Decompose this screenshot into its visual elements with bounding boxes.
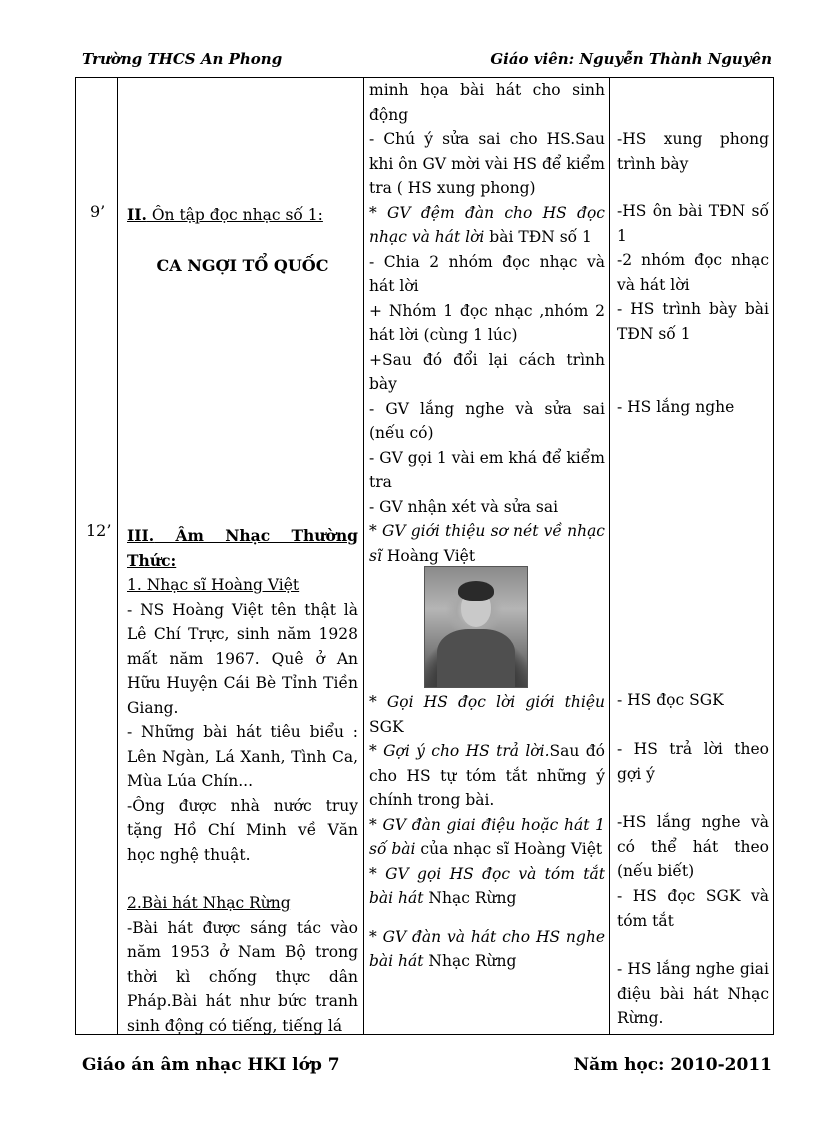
section-2-song-title: CA NGỢI TỔ QUỐC	[156, 256, 329, 275]
page-footer	[82, 1055, 772, 1079]
teacher-activity-italic: * Gọi HS đọc lời giới thiệu	[369, 693, 605, 711]
student-activity: -HS ôn bài TĐN số 1	[617, 202, 769, 245]
teacher-activity-italic: * Gợi ý cho HS trả lời.	[369, 742, 550, 760]
teacher-activity-italic: * GV đàn giai điệu hoặc hát 1 số bài	[369, 815, 605, 858]
teacher-activity	[369, 739, 605, 813]
teacher-activity-italic: * GV đệm đàn cho HS đọc nhạc và hát lời	[369, 203, 605, 246]
student-activity: - HS đọc SGK và tóm tắt	[617, 887, 769, 930]
teacher-activity: - Chia 2 nhóm đọc nhạc và hát lời	[369, 252, 605, 295]
teacher-activity: +Sau đó đổi lại cách trình bày	[369, 350, 605, 393]
subsection-2-title: 2.Bài hát Nhạc Rừng	[127, 894, 291, 912]
teacher-activity-block-2	[369, 690, 605, 974]
school-name: Trường THCS An Phong	[82, 50, 283, 68]
section-3-title: Âm Nhạc Thường Thức:	[127, 526, 358, 570]
column-divider	[363, 78, 364, 1034]
section-3-block	[127, 524, 358, 1038]
student-activity: - HS trả lời theo gợi ý	[617, 740, 769, 783]
teacher-activity-italic: * GV gọi HS đọc và tóm tắt bài hát	[369, 864, 605, 907]
teacher-activity	[369, 519, 605, 568]
student-activity: - HS đọc SGK	[617, 691, 724, 709]
student-activity: -HS xung phong trình bày	[617, 130, 769, 173]
student-activity: - HS trình bày bài TĐN số 1	[617, 300, 769, 343]
paragraph: -Bài hát được sáng tác vào năm 1953 ở Nam Bộ trong thời kì chống thực dân Pháp.Bài hát như bức tranh sinh động có tiếng, tiếng lá	[127, 918, 358, 1035]
footer-year: Năm học: 2010-2011	[573, 1055, 772, 1075]
teacher-activity-text: bài TĐN số 1	[484, 228, 592, 246]
teacher-activity: - GV nhận xét và sửa sai	[369, 497, 559, 516]
paragraph: - Những bài hát tiêu biểu : Lên Ngàn, Lá Xanh, Tình Ca, Mùa Lúa Chín...	[127, 723, 358, 790]
teacher-activity-text: Sau đó cho HS tự tóm tắt những ý chính trong bài.	[369, 742, 605, 809]
teacher-activity: - Chú ý sửa sai cho HS.Sau khi ôn GV mời vài HS để kiểm tra ( HS xung phong)	[369, 130, 605, 197]
teacher-activity	[369, 813, 605, 862]
portrait-body	[437, 629, 515, 687]
teacher-activity	[369, 862, 605, 911]
teacher-activity-text: Nhạc Rừng	[423, 952, 517, 970]
student-activity: - HS lắng nghe	[617, 398, 735, 416]
composer-portrait-photo	[424, 566, 528, 688]
section-2-heading	[127, 203, 358, 228]
portrait-hair	[458, 581, 494, 601]
subsection-1-title: 1. Nhạc sĩ Hoàng Việt	[127, 576, 300, 594]
teacher-activity	[369, 690, 605, 739]
student-activity: -2 nhóm đọc nhạc và hát lời	[617, 251, 769, 294]
student-activity: - HS lắng nghe giai điệu bài hát Nhạc Rừng.	[617, 960, 769, 1027]
spacer	[369, 911, 605, 925]
teacher-activity	[369, 201, 605, 250]
lesson-table	[75, 77, 774, 1035]
teacher-activity-text: Nhạc Rừng	[423, 889, 517, 907]
teacher-activity: minh họa bài hát cho sinh động	[369, 81, 605, 124]
footer-title: Giáo án âm nhạc HKI lớp 7	[82, 1055, 340, 1075]
teacher-activity-italic: * GV giới thiệu sơ nét về nhạc sĩ	[369, 522, 605, 565]
teacher-activity: + Nhóm 1 đọc nhạc ,nhóm 2 hát lời (cùng 1 lúc)	[369, 301, 605, 344]
section-2-number: II.	[127, 205, 147, 224]
page-header	[82, 50, 772, 72]
column-divider	[609, 78, 610, 1034]
student-activity: -HS lắng nghe và có thể hát theo (nếu biết)	[617, 813, 769, 880]
section-3-heading	[127, 524, 358, 573]
column-divider	[117, 78, 118, 1034]
teacher-activity-italic: * GV đàn và hát cho HS nghe bài hát	[369, 927, 605, 970]
teacher-activity-text: Hoàng Việt	[381, 546, 476, 565]
time-label: 12’	[86, 521, 112, 540]
spacer	[127, 867, 358, 891]
paragraph: -Ông được nhà nước truy tặng Hồ Chí Minh về Văn học nghệ thuật.	[127, 796, 358, 864]
teacher-activity-text: SGK	[369, 717, 404, 736]
teacher-activity: - GV lắng nghe và sửa sai (nếu có)	[369, 399, 605, 442]
teacher-activity-block-1	[369, 78, 605, 568]
section-3-number: III.	[127, 526, 155, 545]
paragraph: - NS Hoàng Việt tên thật là Lê Chí Trực, sinh năm 1928 mất năm 1967. Quê ở An Hữu Huyện Cái Bè Tỉnh Tiền Giang.	[127, 600, 358, 717]
teacher-activity-text: của nhạc sĩ Hoàng Việt	[415, 840, 603, 858]
teacher-activity: - GV gọi 1 vài em khá để kiểm tra	[369, 448, 605, 491]
section-2-title: Ôn tập đọc nhạc số 1:	[146, 206, 323, 224]
teacher-name: Giáo viên: Nguyễn Thành Nguyên	[490, 50, 772, 68]
teacher-activity	[369, 925, 605, 974]
time-label: 9’	[90, 202, 106, 221]
